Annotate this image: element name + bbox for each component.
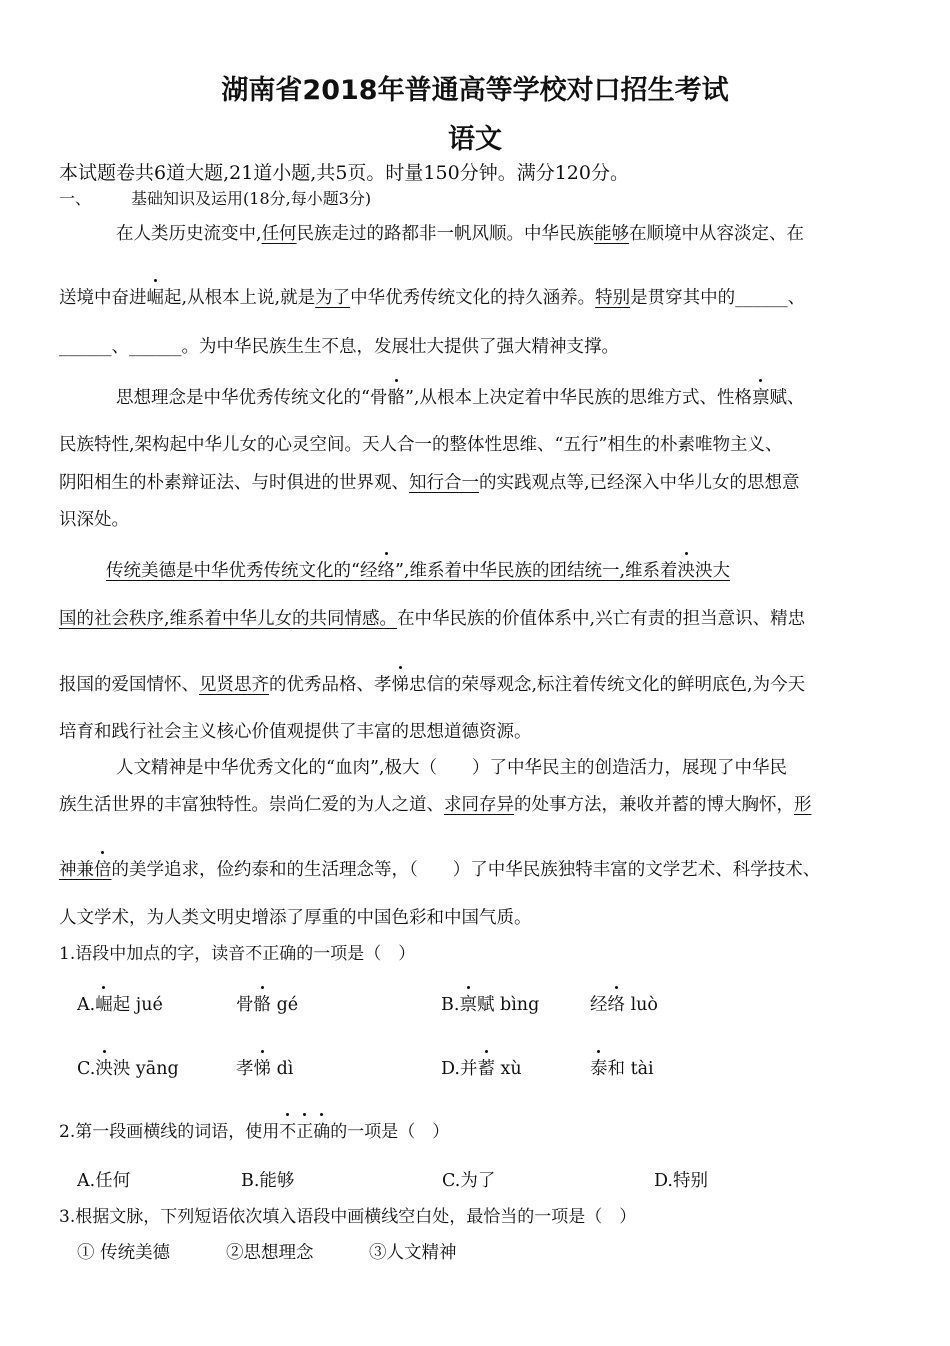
q1-option-d-2: 泰和 tài [590,1059,654,1079]
dotted-char: 悌 [391,675,409,695]
p4-line-3: 神兼倍的美学追求，俭约泰和的生活理念等，（ ）了中华民族独特丰富的文学艺术、科学技术、 [59,860,821,880]
section-number: 一、 [59,189,92,208]
q2-option-d[interactable]: D.特别 [654,1171,708,1191]
q2-option-c[interactable]: C.为了 [442,1171,496,1191]
p3-line-3: 报国的爱国情怀、见贤思齐的优秀品格、孝悌忠信的荣辱观念,标注着传统文化的鲜明底色,为今天 [59,675,806,695]
dotted-char: 倍 [94,860,112,880]
q1-option-a-2: 骨骼 gé [236,995,299,1015]
q1-option-a-1[interactable]: A.崛起 jué [77,995,163,1015]
underlined-word-nenggou: 能够 [594,224,630,244]
exam-title: 湖南省2018年普通高等学校对口招生考试 [221,75,729,106]
p1-line-3: ______、______。为中华民族生生不息，发展壮大提供了强大精神支撑。 [59,337,619,357]
p2-line-1: 思想理念是中华优秀传统文化的“骨骼”,从根本上决定着中华民族的思维方式、性格禀赋、 [116,388,805,408]
p2-line-2: 民族特性,架构起中华儿女的心灵空间。天人合一的整体性思维、“五行”相生的朴素唯物主义、 [59,435,783,455]
q2-option-a[interactable]: A.任何 [77,1171,131,1191]
p1-line-1: 在人类历史流变中,任何民族走过的路都非一帆风顺。中华民族能够在顺境中从容淡定、在 [116,224,805,244]
q3-item-2: ②思想理念 [226,1243,314,1263]
question-1-stem: 1.语段中加点的字，读音不正确的一项是（ ） [59,944,416,964]
q3-item-3: ③人文精神 [369,1243,457,1263]
dotted-char: 禀 [751,388,770,408]
underlined-word-zhixingheyi: 知行合一 [409,473,479,493]
q1-option-b-1[interactable]: B.禀赋 bìng [441,995,540,1015]
dotted-char: 崛 [146,288,164,308]
p4-line-2: 族生活世界的丰富独特性。崇尚仁爱的为人之道、求同存异的处事方法，兼收并蓄的博大胸怀，形 [59,795,812,815]
underlined-word-jianxiansiqi: 见贤思齐 [199,675,269,695]
q2-option-b[interactable]: B.能够 [241,1171,295,1191]
p2-line-4: 识深处。 [59,510,129,530]
underlined-word-tebie: 特别 [595,288,631,308]
subject-title: 语文 [448,124,502,155]
underlined-sentence: 国的社会秩序,维系着中华儿女的共同情感。 [59,609,398,629]
question-2-stem: 2.第一段画横线的词语，使用不正确的一项是（ ） [59,1122,450,1142]
dotted-char: 泱 [677,561,696,581]
p4-line-1: 人文精神是中华优秀文化的“血肉”,极大（ ）了中华民主的创造活力，展现了中华民 [116,758,787,778]
q1-option-d-1[interactable]: D.并蓄 xù [441,1059,522,1079]
p3-line-1: 传统美德是中华优秀传统文化的“经络”,维系着中华民族的团结统一,维系着泱泱大 [106,561,731,581]
dotted-char: 骼 [387,388,405,408]
q1-option-c-1[interactable]: C.泱泱 yāng [77,1059,179,1079]
p3-line-4: 培育和践行社会主义核心价值观提供了丰富的思想道德资源。 [59,722,532,742]
q3-item-1: ① 传统美德 [77,1243,171,1263]
p3-line-2: 国的社会秩序,维系着中华儿女的共同情感。在中华民族的价值体系中,兴亡有责的担当意识、精忠 [59,609,806,629]
exam-intro: 本试题卷共6道大题,21道小题,共5页。时量150分钟。满分120分。 [59,162,629,184]
p2-line-3: 阴阳相生的朴素辩证法、与时俱进的世界观、知行合一的实践观点等,已经深入中华儿女的思想意 [59,473,800,493]
section-heading [59,191,371,207]
underlined-word-renhe: 任何 [261,224,297,244]
q1-option-c-2: 孝悌 dì [236,1059,294,1079]
section-label: 基础知识及运用(18分,每小题3分) [131,189,372,208]
p1-line-2: 送境中奋进崛起,从根本上说,就是为了中华优秀传统文化的持久涵养。特别是贯穿其中的______、 [59,288,806,308]
p4-line-4: 人文学术，为人类文明史增添了厚重的中国色彩和中国气质。 [59,908,532,928]
underlined-word-qiutongcunyi: 求同存异 [444,795,514,815]
question-3-stem: 3.根据文脉，下列短语依次填入语段中画横线空白处，最恰当的一项是（ ） [59,1207,637,1227]
underlined-word-weile: 为了 [315,288,351,308]
q1-option-b-2: 经络 luò [590,995,658,1015]
dotted-char: 络 [377,561,395,581]
